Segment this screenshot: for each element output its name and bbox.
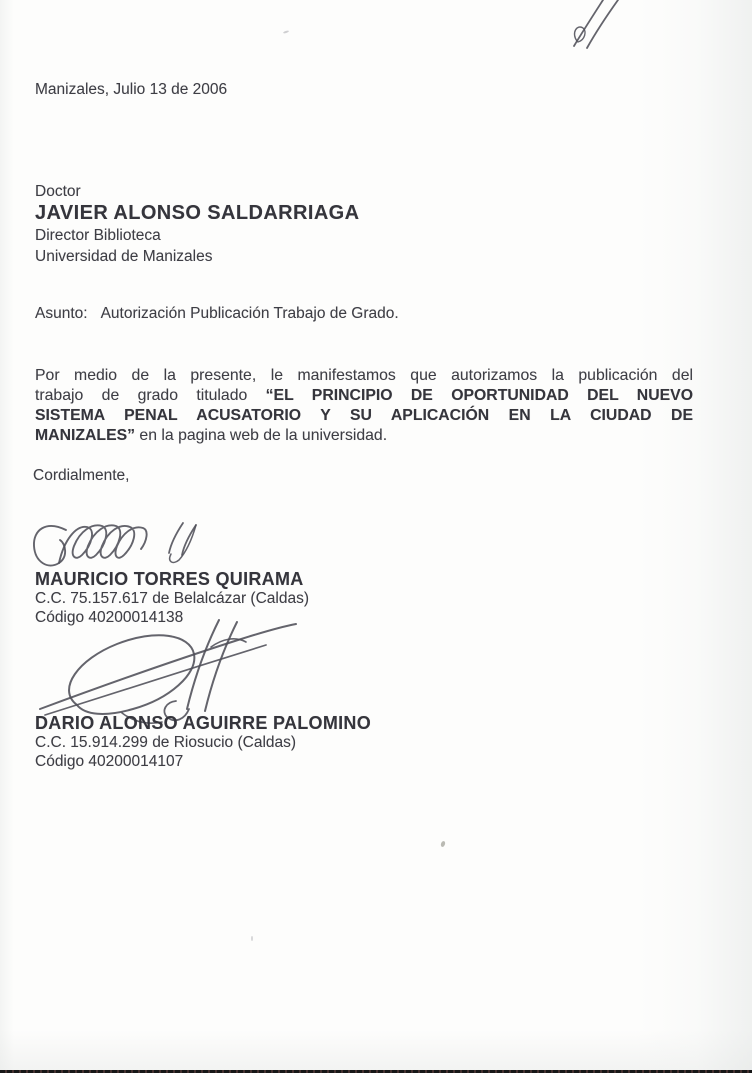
thesis-title-text: “EL PRINCIPIO DE OPORTUNIDAD DEL NUEVO bbox=[265, 387, 693, 404]
signer-id: C.C. 15.914.299 de Riosucio (Caldas) bbox=[35, 734, 297, 751]
signer-code: Código 40200014107 bbox=[35, 752, 184, 770]
body-text: en la pagina web de la universidad. bbox=[135, 427, 388, 444]
date-line: Manizales, Julio 13 de 2006 bbox=[35, 81, 228, 98]
body-line bbox=[35, 366, 693, 386]
signer-code: Código 40200014138 bbox=[35, 608, 184, 626]
body-paragraph bbox=[35, 366, 693, 446]
scan-speck bbox=[440, 840, 446, 847]
closing-line: Cordialmente, bbox=[33, 467, 130, 484]
pen-mark-top-right-icon bbox=[558, 0, 650, 52]
signer-block-2 bbox=[35, 713, 371, 771]
scan-speck bbox=[283, 30, 289, 34]
recipient-institution: Universidad de Manizales bbox=[35, 247, 213, 265]
body-line bbox=[35, 426, 693, 446]
thesis-title-text: SISTEMA PENAL ACUSATORIO Y SU APLICACIÓN EN LA CIUDAD DE bbox=[35, 407, 693, 424]
body-line bbox=[35, 386, 693, 406]
recipient-title: Director Biblioteca bbox=[35, 227, 161, 244]
signer-name: DARIO ALONSO AGUIRRE PALOMINO bbox=[35, 713, 372, 733]
subject-text: Autorización Publicación Trabajo de Grado. bbox=[100, 305, 399, 322]
body-text: trabajo de grado titulado bbox=[35, 387, 266, 404]
scan-speck bbox=[251, 936, 253, 941]
thesis-title-text: MANIZALES” bbox=[35, 427, 136, 444]
subject-label: Asunto: bbox=[35, 305, 88, 322]
body-text: Por medio de la presente, le manifestamos que autorizamos la publicación del bbox=[35, 367, 693, 384]
subject-line bbox=[35, 305, 399, 323]
recipient-salutation: Doctor bbox=[35, 183, 81, 200]
body-line bbox=[35, 406, 693, 426]
signer-id: C.C. 75.157.617 de Belalcázar (Caldas) bbox=[35, 590, 309, 607]
recipient-name: JAVIER ALONSO SALDARRIAGA bbox=[35, 202, 360, 224]
recipient-block bbox=[35, 183, 359, 267]
signer-name: MAURICIO TORRES QUIRAMA bbox=[35, 569, 304, 589]
